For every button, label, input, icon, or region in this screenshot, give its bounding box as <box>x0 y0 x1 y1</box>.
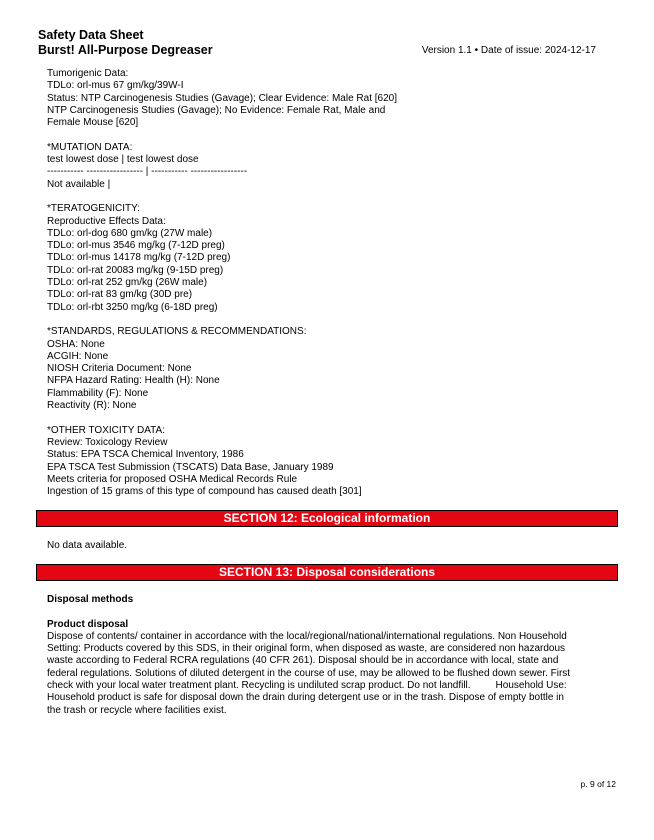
text-line: ACGIH: None <box>47 350 109 362</box>
text-line: waste according to Federal RCRA regulations (40 CFR 261). Disposal should be in accordance with local, state and <box>47 655 559 667</box>
tumorigenic-block <box>47 68 617 129</box>
text-line: Setting: Products covered by this SDS, in their original form, when disposed as waste, are considered non hazardous <box>47 643 566 655</box>
text-line: *OTHER TOXICITY DATA: <box>47 424 165 436</box>
text-line: TDLo: orl-mus 67 gm/kg/39W-I <box>47 80 184 92</box>
text-line: Ingestion of 15 grams of this type of compound has caused death [301] <box>47 486 362 498</box>
text-line: Not available | <box>47 178 111 190</box>
text-line: NIOSH Criteria Document: None <box>47 363 192 375</box>
text-line: Review: Toxicology Review <box>47 436 168 448</box>
mutation-block <box>47 142 617 191</box>
text-line: check with your local water treatment plant. Recycling is undiluted scrap product. Do not landfill. Household Use: <box>47 680 567 692</box>
text-line: Reproductive Effects Data: <box>47 215 166 227</box>
document-title: Safety Data Sheet <box>38 28 144 42</box>
toxicology-content <box>47 68 617 498</box>
text-line: *STANDARDS, REGULATIONS & RECOMMENDATIONS: <box>47 326 307 338</box>
text-line: Tumorigenic Data: <box>47 68 129 79</box>
text-line: TDLo: orl-mus 3546 mg/kg (7-12D preg) <box>47 240 225 252</box>
teratogenicity-block <box>47 203 617 314</box>
text-line: Meets criteria for proposed OSHA Medical Records Rule <box>47 473 298 485</box>
text-line: TDLo: orl-rat 20083 mg/kg (9-15D preg) <box>47 264 224 276</box>
disposal-methods-heading: Disposal methods <box>47 594 134 605</box>
text-line: federal regulations. Solutions of diluted detergent in the course of use, may be allowed to be flushed down sewer. First <box>47 667 571 679</box>
text-line: test lowest dose | test lowest dose <box>47 154 199 166</box>
section-12-text: No data available. <box>47 540 128 551</box>
text-line: Household product is safe for disposal down the drain during detergent use or in the trash. Dispose of empty bottle in <box>47 692 564 704</box>
version-info: Version 1.1 • Date of issue: 2024-12-17 <box>421 45 596 56</box>
text-line: ----------- ----------------- | ----------- ----------------- <box>47 166 248 178</box>
text-line: Status: NTP Carcinogenesis Studies (Gavage); Clear Evidence: Male Rat [620] <box>47 92 397 104</box>
text-line: Reactivity (R): None <box>47 400 137 412</box>
text-line: TDLo: orl-rat 83 gm/kg (30D pre) <box>47 289 193 301</box>
section-12-header: SECTION 12: Ecological information <box>36 510 618 527</box>
text-line: TDLo: orl-rat 252 gm/kg (26W male) <box>47 277 208 289</box>
text-line: *MUTATION DATA: <box>47 141 133 153</box>
product-disposal-heading: Product disposal <box>47 618 129 630</box>
text-line: NTP Carcinogenesis Studies (Gavage); No Evidence: Female Rat, Male and <box>47 104 386 116</box>
standards-block <box>47 326 617 412</box>
text-line: Female Mouse [620] <box>47 117 139 129</box>
text-line: Status: EPA TSCA Chemical Inventory, 1986 <box>47 449 244 461</box>
text-line: OSHA: None <box>47 338 105 350</box>
product-name: Burst! All-Purpose Degreaser <box>38 43 213 57</box>
section-13-header: SECTION 13: Disposal considerations <box>36 564 618 581</box>
text-line: TDLo: orl-dog 680 gm/kg (27W male) <box>47 227 213 239</box>
text-line: TDLo: orl-rbt 3250 mg/kg (6-18D preg) <box>47 301 218 313</box>
text-line: *TERATOGENICITY: <box>47 203 140 215</box>
text-line: TDLo: orl-mus 14178 mg/kg (7-12D preg) <box>47 252 231 264</box>
page-header <box>38 28 618 58</box>
text-line: Dispose of contents/ container in accordance with the local/regional/national/international regulations. Non Household <box>47 630 567 642</box>
page-number: p. 9 of 12 <box>580 779 616 789</box>
text-line: Flammability (F): None <box>47 387 149 399</box>
section-13-content <box>47 594 617 717</box>
text-line: NFPA Hazard Rating: Health (H): None <box>47 375 220 387</box>
text-line: EPA TSCA Test Submission (TSCATS) Data Base, January 1989 <box>47 461 334 473</box>
text-line: the trash or recycle where facilities exist. <box>47 704 227 716</box>
other-toxicity-block <box>47 425 617 499</box>
